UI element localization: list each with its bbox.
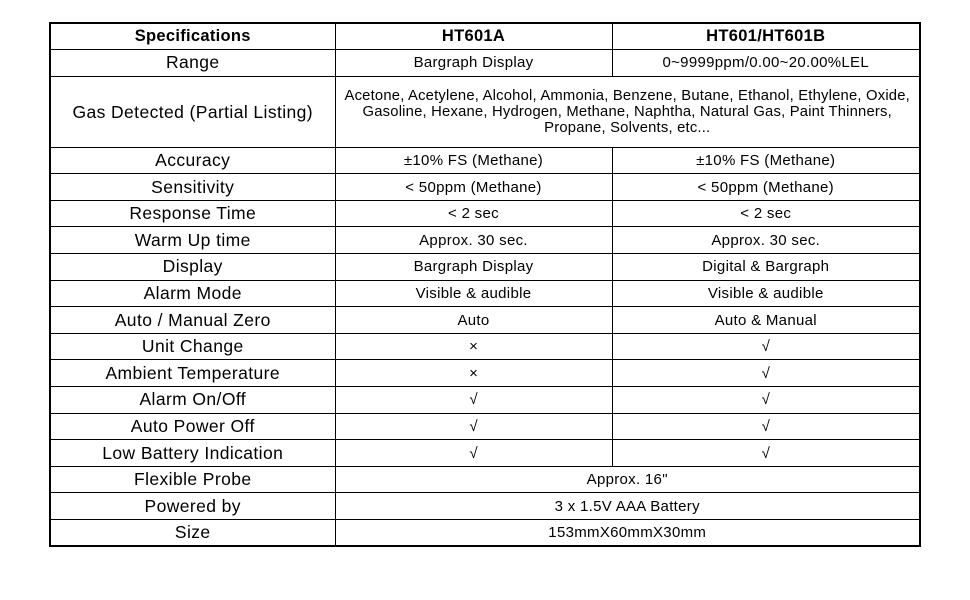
table-row (50, 466, 920, 493)
header-ht601-ht601b: HT601/HT601B (612, 23, 920, 50)
table-row (50, 76, 920, 147)
row-label: Display (50, 254, 335, 281)
table-row (50, 440, 920, 467)
header-specifications: Specifications (50, 23, 335, 50)
cross-mark: × (335, 360, 612, 387)
table-row (50, 307, 920, 334)
cell-ht601b: Auto & Manual (612, 307, 920, 334)
specifications-table (49, 22, 921, 547)
row-label: Auto / Manual Zero (50, 307, 335, 334)
check-mark: √ (612, 413, 920, 440)
table-row (50, 280, 920, 307)
cell-ht601a: Bargraph Display (335, 50, 612, 77)
table-row (50, 254, 920, 281)
row-label: Response Time (50, 200, 335, 227)
cell-ht601b: < 2 sec (612, 200, 920, 227)
cross-mark: × (335, 333, 612, 360)
row-label: Size (50, 520, 335, 547)
check-mark: √ (335, 440, 612, 467)
gas-list-cell: Acetone, Acetylene, Alcohol, Ammonia, Benzene, Butane, Ethanol, Ethylene, Oxide, Gasoline, Hexane, Hydrogen, Methane, Naphtha, Natural Gas, Paint Thinners, Propane, Solvents, etc... (335, 76, 920, 147)
cell-ht601a: Auto (335, 307, 612, 334)
check-mark: √ (335, 413, 612, 440)
table-row (50, 387, 920, 414)
cell-ht601b: Approx. 30 sec. (612, 227, 920, 254)
row-label: Auto Power Off (50, 413, 335, 440)
cell-ht601a: < 2 sec (335, 200, 612, 227)
cell-ht601b: ±10% FS (Methane) (612, 147, 920, 174)
table-row (50, 227, 920, 254)
row-label: Flexible Probe (50, 466, 335, 493)
cell-ht601a: < 50ppm (Methane) (335, 174, 612, 201)
cell-ht601b: 0~9999ppm/0.00~20.00%LEL (612, 50, 920, 77)
row-label: Low Battery Indication (50, 440, 335, 467)
table-row (50, 493, 920, 520)
row-label: Accuracy (50, 147, 335, 174)
cell-ht601a: Bargraph Display (335, 254, 612, 281)
table-row (50, 174, 920, 201)
row-label: Sensitivity (50, 174, 335, 201)
check-mark: √ (612, 360, 920, 387)
table-row (50, 520, 920, 547)
table-header-row (50, 23, 920, 50)
row-label: Alarm On/Off (50, 387, 335, 414)
table-row (50, 147, 920, 174)
check-mark: √ (335, 387, 612, 414)
cell-ht601a: Visible & audible (335, 280, 612, 307)
row-label: Ambient Temperature (50, 360, 335, 387)
cell-ht601a: Approx. 30 sec. (335, 227, 612, 254)
cell-ht601b: < 50ppm (Methane) (612, 174, 920, 201)
table-row (50, 333, 920, 360)
check-mark: √ (612, 440, 920, 467)
row-label: Alarm Mode (50, 280, 335, 307)
cell-ht601b: Visible & audible (612, 280, 920, 307)
table-row (50, 50, 920, 77)
table-row (50, 360, 920, 387)
row-label: Range (50, 50, 335, 77)
check-mark: √ (612, 387, 920, 414)
header-ht601a: HT601A (335, 23, 612, 50)
cell-ht601a: ±10% FS (Methane) (335, 147, 612, 174)
table-row (50, 200, 920, 227)
merged-cell: 153mmX60mmX30mm (335, 520, 920, 547)
check-mark: √ (612, 333, 920, 360)
row-label: Warm Up time (50, 227, 335, 254)
merged-cell: 3 x 1.5V AAA Battery (335, 493, 920, 520)
row-label: Unit Change (50, 333, 335, 360)
cell-ht601b: Digital & Bargraph (612, 254, 920, 281)
table-row (50, 413, 920, 440)
row-label: Gas Detected (Partial Listing) (50, 76, 335, 147)
merged-cell: Approx. 16" (335, 466, 920, 493)
row-label: Powered by (50, 493, 335, 520)
